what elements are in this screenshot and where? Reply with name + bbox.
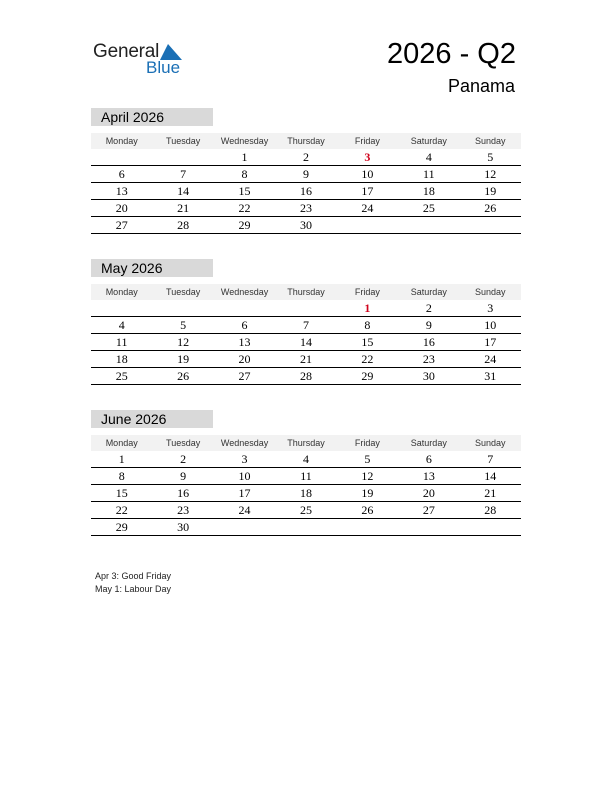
day-cell: 25 — [299, 503, 312, 517]
weekday-label: Tuesday — [166, 136, 201, 146]
day-cell: 13 — [115, 184, 128, 198]
day-cell — [398, 217, 459, 233]
week-row — [91, 300, 521, 317]
day-cell: 24 — [484, 352, 497, 366]
weekday-label: Thursday — [287, 287, 325, 297]
day-cell: 15 — [361, 335, 374, 349]
day-cell: 29 — [238, 218, 251, 232]
day-cell: 1 — [241, 150, 248, 164]
day-cell: 27 — [238, 369, 251, 383]
weekday-label: Saturday — [410, 287, 447, 297]
week-row — [91, 217, 521, 234]
day-cell: 13 — [238, 335, 251, 349]
month-block-june — [91, 410, 521, 536]
weekday-header-row — [91, 133, 521, 149]
weekday-label: Friday — [354, 136, 380, 146]
weekday-label: Tuesday — [166, 287, 201, 297]
day-cell: 24 — [238, 503, 251, 517]
day-cell: 23 — [299, 201, 312, 215]
day-cell: 22 — [238, 201, 251, 215]
month-block-may — [91, 259, 521, 385]
weekday-label: Friday — [354, 287, 380, 297]
day-cell: 2 — [425, 301, 432, 315]
day-cell: 20 — [422, 486, 435, 500]
day-cell: 28 — [484, 503, 497, 517]
week-row — [91, 519, 521, 536]
day-cell: 18 — [422, 184, 435, 198]
holiday-note: Apr 3: Good Friday — [95, 571, 172, 581]
day-cell: 21 — [177, 201, 190, 215]
day-cell: 26 — [484, 201, 497, 215]
month-grid — [91, 149, 521, 234]
week-row — [91, 451, 521, 468]
weekday-label: Wednesday — [220, 287, 269, 297]
week-row — [91, 485, 521, 502]
logo-general-text: General — [93, 41, 160, 62]
day-cell: 14 — [177, 184, 190, 198]
month-block-april — [91, 108, 521, 234]
week-row — [91, 183, 521, 200]
day-cell: 7 — [487, 452, 494, 466]
day-cell: 28 — [177, 218, 190, 232]
day-cell: 10 — [361, 167, 374, 181]
weekday-header-row — [91, 435, 521, 451]
day-cell: 8 — [364, 318, 371, 332]
day-cell: 30 — [422, 369, 435, 383]
day-cell — [337, 519, 398, 535]
day-cell: 22 — [361, 352, 374, 366]
day-cell: 18 — [299, 486, 312, 500]
day-cell: 27 — [422, 503, 435, 517]
weekday-label: Friday — [354, 438, 380, 448]
day-cell: 5 — [487, 150, 494, 164]
day-cell: 6 — [118, 167, 125, 181]
day-cell: 15 — [238, 184, 251, 198]
day-cell: 13 — [422, 469, 435, 483]
day-cell: 12 — [177, 335, 190, 349]
day-cell — [460, 519, 521, 535]
generalblue-logo — [93, 41, 193, 81]
day-cell: 23 — [422, 352, 435, 366]
day-cell: 23 — [177, 503, 190, 517]
day-cell: 7 — [180, 167, 187, 181]
day-cell: 2 — [180, 452, 187, 466]
day-cell — [152, 149, 213, 165]
day-cell: 3 — [241, 452, 248, 466]
day-cell: 22 — [115, 503, 128, 517]
day-cell: 30 — [299, 218, 312, 232]
day-cell: 20 — [115, 201, 128, 215]
day-cell — [91, 149, 152, 165]
weekday-label: Saturday — [410, 438, 447, 448]
holiday-note: May 1: Labour Day — [95, 583, 172, 594]
day-cell: 5 — [364, 452, 371, 466]
quarter-title: 2026 - Q2 — [387, 38, 516, 70]
day-cell — [152, 300, 213, 316]
week-row — [91, 334, 521, 351]
day-cell: 19 — [177, 352, 190, 366]
day-cell: 21 — [299, 352, 312, 366]
day-cell: 21 — [484, 486, 497, 500]
holiday-day-cell: 1 — [364, 301, 371, 315]
day-cell: 10 — [484, 318, 497, 332]
month-grid — [91, 300, 521, 385]
day-cell: 25 — [115, 369, 128, 383]
day-cell: 5 — [180, 318, 187, 332]
day-cell: 20 — [238, 352, 251, 366]
month-title: May 2026 — [91, 259, 213, 277]
weekday-label: Thursday — [287, 438, 325, 448]
day-cell: 3 — [487, 301, 494, 315]
day-cell: 16 — [299, 184, 312, 198]
day-cell: 30 — [177, 520, 190, 534]
day-cell — [460, 217, 521, 233]
weekday-label: Sunday — [474, 438, 506, 448]
weekday-label: Wednesday — [220, 438, 269, 448]
day-cell — [398, 519, 459, 535]
day-cell: 12 — [484, 167, 497, 181]
day-cell: 6 — [425, 452, 432, 466]
day-cell: 7 — [302, 318, 309, 332]
day-cell: 31 — [484, 369, 497, 383]
week-row — [91, 351, 521, 368]
day-cell: 24 — [361, 201, 374, 215]
holiday-notes — [95, 570, 171, 595]
month-title: April 2026 — [91, 108, 213, 126]
day-cell: 8 — [241, 167, 248, 181]
day-cell: 25 — [422, 201, 435, 215]
week-row — [91, 200, 521, 217]
day-cell — [337, 217, 398, 233]
day-cell: 29 — [115, 520, 128, 534]
day-cell: 11 — [300, 469, 312, 483]
day-cell: 17 — [484, 335, 497, 349]
day-cell: 19 — [484, 184, 497, 198]
weekday-label: Sunday — [474, 136, 506, 146]
day-cell: 10 — [238, 469, 251, 483]
day-cell: 4 — [302, 452, 309, 466]
weekday-label: Monday — [105, 438, 138, 448]
weekday-label: Wednesday — [220, 136, 269, 146]
day-cell: 15 — [115, 486, 128, 500]
day-cell: 8 — [118, 469, 125, 483]
day-cell: 6 — [241, 318, 248, 332]
day-cell: 2 — [302, 150, 309, 164]
week-row — [91, 317, 521, 334]
day-cell: 4 — [425, 150, 432, 164]
day-cell — [91, 300, 152, 316]
week-row — [91, 502, 521, 519]
day-cell: 16 — [422, 335, 435, 349]
day-cell — [214, 519, 275, 535]
weekday-label: Monday — [105, 287, 138, 297]
day-cell: 19 — [361, 486, 374, 500]
weekday-label: Sunday — [474, 287, 506, 297]
day-cell: 11 — [115, 335, 128, 349]
week-row — [91, 166, 521, 183]
week-row — [91, 468, 521, 485]
day-cell: 26 — [177, 369, 190, 383]
day-cell: 1 — [118, 452, 125, 466]
day-cell — [275, 519, 336, 535]
weekday-label: Saturday — [410, 136, 447, 146]
day-cell: 14 — [299, 335, 312, 349]
country-name: Panama — [447, 76, 515, 96]
week-row — [91, 368, 521, 385]
day-cell: 11 — [423, 167, 435, 181]
week-row — [91, 149, 521, 166]
day-cell: 4 — [118, 318, 125, 332]
day-cell: 18 — [115, 352, 128, 366]
day-cell: 26 — [361, 503, 374, 517]
logo-blue-text: Blue — [146, 58, 181, 77]
day-cell: 14 — [484, 469, 497, 483]
day-cell: 29 — [361, 369, 374, 383]
weekday-header-row — [91, 284, 521, 300]
month-title: June 2026 — [91, 410, 213, 428]
day-cell: 17 — [361, 184, 374, 198]
holiday-day-cell: 3 — [364, 150, 371, 164]
weekday-label: Tuesday — [166, 438, 201, 448]
day-cell: 9 — [425, 318, 432, 332]
month-grid — [91, 451, 521, 536]
weekday-label: Monday — [105, 136, 138, 146]
day-cell: 27 — [115, 218, 128, 232]
day-cell: 17 — [238, 486, 251, 500]
day-cell: 28 — [299, 369, 312, 383]
day-cell: 12 — [361, 469, 374, 483]
day-cell — [275, 300, 336, 316]
day-cell: 9 — [180, 469, 187, 483]
day-cell — [214, 300, 275, 316]
day-cell: 16 — [177, 486, 190, 500]
day-cell: 9 — [302, 167, 309, 181]
weekday-label: Thursday — [287, 136, 325, 146]
